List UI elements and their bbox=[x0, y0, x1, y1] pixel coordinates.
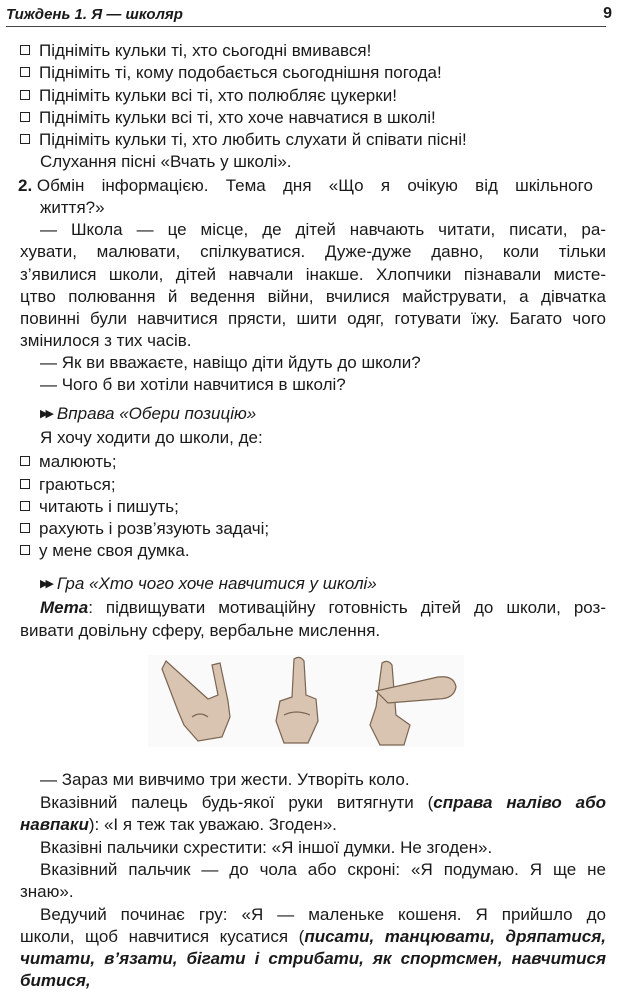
checkbox-bullet-icon bbox=[20, 479, 30, 489]
text-line bbox=[20, 814, 337, 836]
list-item bbox=[20, 518, 269, 540]
text-line: Вказівний пальчик — до чола або скроні: «Я подумаю. Я ще не bbox=[40, 860, 606, 879]
text-span-emph: справа наліво або bbox=[433, 793, 607, 812]
double-arrow-icon: ▶▶ bbox=[40, 578, 51, 590]
goal-line: вивати довільну сферу, вербальне мислення. bbox=[20, 621, 381, 640]
paragraph-line: повинні були навчитися прясти, шити одяг, готувати їжу. Багато чого bbox=[20, 309, 606, 328]
section-2-heading bbox=[18, 175, 608, 197]
text-span: Вказівний палець будь-якої руки витягнути ( bbox=[40, 793, 434, 812]
list-item bbox=[20, 496, 179, 518]
list-item-text: Підніміть кульки ті, хто сьогодні вмивався! bbox=[39, 41, 372, 60]
list-item-text: читають і пишуть; bbox=[39, 497, 179, 516]
list-item-text: у мене своя думка. bbox=[39, 541, 190, 560]
exercise-intro: Я хочу ходити до школи, де: bbox=[40, 428, 263, 447]
page-number: 9 bbox=[603, 5, 612, 22]
text-line: Ведучий починає гру: «Я — маленьке кошеня. Я прийшло до bbox=[40, 905, 606, 924]
checkbox-bullet-icon bbox=[20, 523, 30, 533]
checkbox-bullet-icon bbox=[20, 90, 30, 100]
section-number: 2. bbox=[18, 176, 33, 195]
list-item bbox=[20, 62, 442, 84]
list-item-text: Підніміть ті, кому подобається сьогоднішня погода! bbox=[39, 63, 442, 82]
list-item-text: Підніміть кульки ті, хто любить слухати й співати пісні! bbox=[39, 130, 467, 149]
game-title-text: Гра «Хто чого хоче навчитися у школі» bbox=[56, 574, 377, 593]
list-item-text: малюють; bbox=[39, 452, 117, 471]
running-title: Тиждень 1. Я — школяр bbox=[6, 6, 183, 23]
section-title-line: життя?» bbox=[40, 198, 105, 217]
exercise-title bbox=[40, 403, 256, 425]
text-line: — Зараз ми вивчимо три жести. Утворіть коло. bbox=[40, 770, 410, 789]
finger-up-icon bbox=[276, 657, 318, 743]
goal-line bbox=[40, 597, 606, 619]
text-line: знаю». bbox=[20, 882, 74, 901]
list-item-text: Підніміть кульки всі ті, хто хоче навчатися в школі! bbox=[39, 108, 436, 127]
crossed-fingers-icon bbox=[370, 661, 456, 745]
list-item bbox=[20, 540, 190, 562]
text-line: Вказівні пальчики схрестити: «Я іншої думки. Не згоден». bbox=[40, 838, 493, 857]
checkbox-bullet-icon bbox=[20, 134, 30, 144]
goal-label: Мета bbox=[40, 598, 89, 617]
exercise-title-text: Вправа «Обери позицію» bbox=[56, 404, 257, 423]
text-line bbox=[40, 792, 606, 814]
question-line: — Як ви вважаєте, навіщо діти йдуть до школи? bbox=[40, 353, 421, 372]
list-item bbox=[20, 85, 397, 107]
text-line: читати, в’язати, бігати і стрибати, як спортсмен, навчитися битися, bbox=[20, 949, 606, 990]
paragraph-line: цтво полювання й ведення війни, вчилися майструвати, а дівчатка bbox=[20, 287, 606, 306]
text-span: ): «І я теж так уважаю. Згоден». bbox=[88, 815, 337, 834]
text-span: школи, щоб навчитися кусатися ( bbox=[20, 927, 305, 946]
checkbox-bullet-icon bbox=[20, 67, 30, 77]
section-title-line: Обмін інформацією. Тема дня «Що я очікую від шкільного bbox=[36, 176, 593, 195]
checkbox-bullet-icon bbox=[20, 545, 30, 555]
goal-text: : підвищувати мотиваційну готовність дітей до школи, роз- bbox=[88, 598, 606, 617]
checkbox-bullet-icon bbox=[20, 501, 30, 511]
list-item bbox=[20, 474, 116, 496]
list-item bbox=[20, 107, 436, 129]
text-span-emph: навпаки bbox=[20, 815, 89, 834]
text-line bbox=[20, 926, 606, 948]
list-item-text: Підніміть кульки всі ті, хто полюбляє цукерки! bbox=[39, 86, 397, 105]
text-span-emph: писати, танцювати, дряпатися, bbox=[304, 927, 606, 946]
game-title bbox=[40, 573, 377, 595]
double-arrow-icon: ▶▶ bbox=[40, 408, 51, 420]
paragraph-line: з’явилися школи, дітей навчали інакше. Хлопчики пізнавали мисте- bbox=[20, 265, 606, 284]
song-line: Слухання пісні «Вчать у школі». bbox=[40, 152, 292, 171]
list-item bbox=[20, 40, 371, 62]
checkbox-bullet-icon bbox=[20, 112, 30, 122]
index-finger-pointing-icon bbox=[162, 661, 230, 741]
paragraph-line: змінилося з тих часів. bbox=[20, 331, 192, 350]
paragraph-line: — Школа — це місце, де дітей навчають читати, писати, ра- bbox=[40, 220, 606, 239]
checkbox-bullet-icon bbox=[20, 456, 30, 466]
checkbox-bullet-icon bbox=[20, 45, 30, 55]
list-item bbox=[20, 451, 117, 473]
running-header bbox=[6, 4, 612, 27]
hand-gestures-photo bbox=[148, 655, 464, 747]
list-item-text: рахують і розв’язують задачі; bbox=[39, 519, 270, 538]
list-item-text: граються; bbox=[39, 475, 116, 494]
paragraph-line: хувати, малювати, спілкуватися. Дуже-дуже давно, коли тільки bbox=[20, 242, 606, 261]
list-item bbox=[20, 129, 467, 151]
question-line: — Чого б ви хотіли навчитися в школі? bbox=[40, 375, 346, 394]
